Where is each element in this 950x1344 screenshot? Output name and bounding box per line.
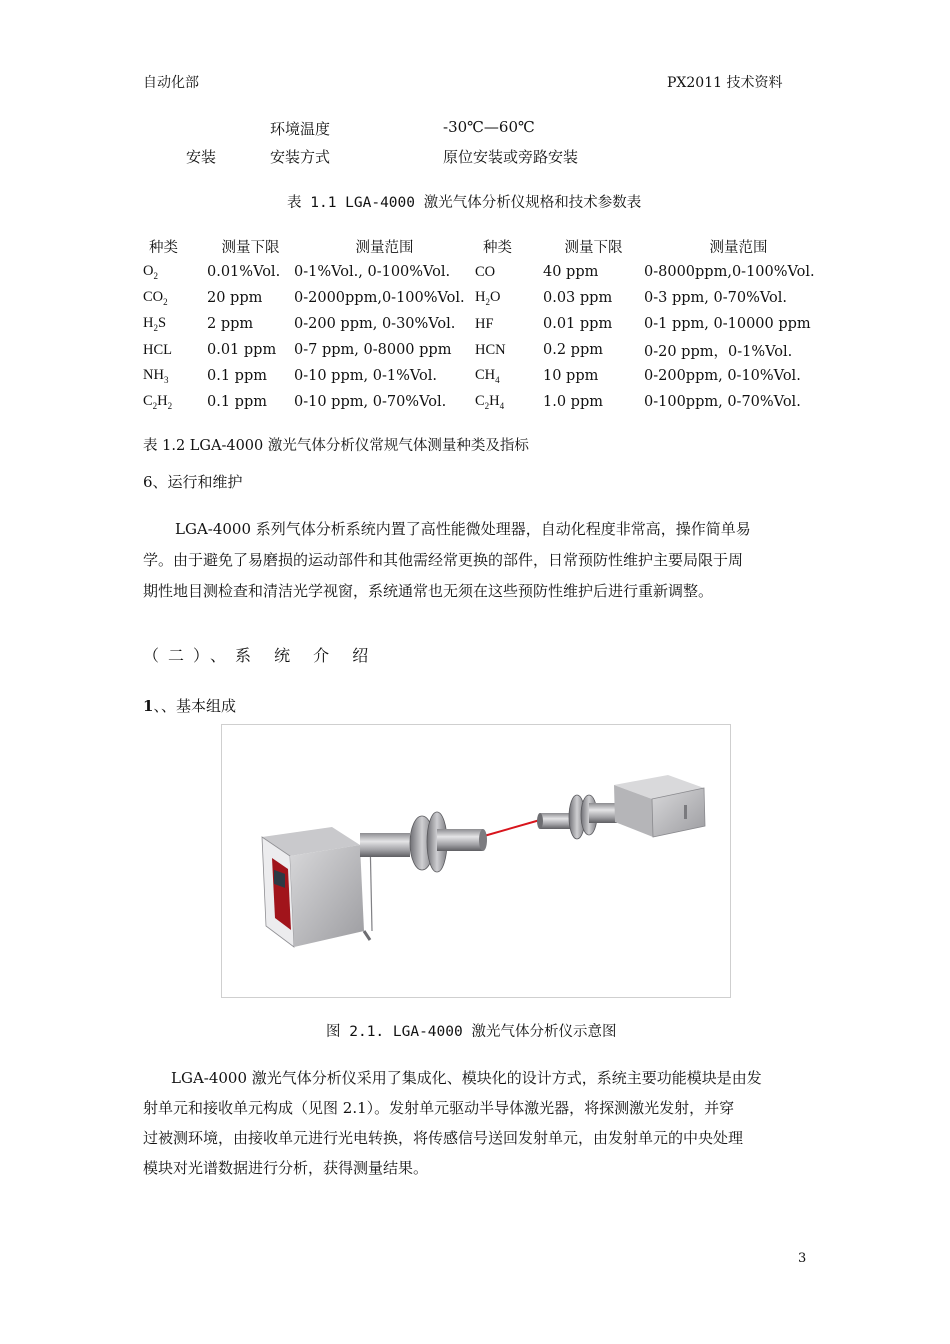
gas-formula: $O_2$ (143, 263, 158, 281)
measure-range: 0-10 ppm, 0-1%Vol. (294, 368, 437, 384)
lower-limit: 0.1 ppm (207, 368, 267, 384)
spec-value: -30℃—60℃ (443, 118, 535, 136)
table-row (143, 363, 833, 389)
lower-limit: 20 ppm (207, 290, 263, 306)
table-row (143, 311, 833, 337)
gas-formula: $H_2O$ (475, 289, 501, 307)
paragraph-line: 模块对光谱数据进行分析，获得测量结果。 (143, 1159, 429, 1177)
subsection-label: 、、基本组成 (153, 697, 236, 715)
measure-range: 0-100ppm, 0-70%Vol. (644, 394, 801, 410)
measure-range: 0-3 ppm, 0-70%Vol. (644, 290, 787, 306)
col-header: 测量范围 (355, 239, 414, 256)
gas-formula: $CH_4$ (475, 367, 500, 385)
measure-range: 0-20 ppm，0-1%Vol. (644, 343, 793, 360)
header-left: 自动化部 (143, 75, 199, 91)
table-header-row (143, 233, 833, 259)
spec-group: 安装 (186, 148, 217, 166)
measure-range: 0-200 ppm, 0-30%Vol. (294, 316, 456, 332)
col-header: 测量下限 (221, 239, 280, 256)
measure-range: 0-10 ppm, 0-70%Vol. (294, 394, 447, 410)
header-right: PX2011 技术资料 (667, 75, 783, 91)
gas-formula: $C_2H_4$ (475, 393, 505, 411)
lower-limit: 40 ppm (543, 264, 599, 280)
description-paragraph (143, 1063, 807, 1183)
col-header: 测量范围 (709, 239, 768, 256)
lower-limit: 0.01 ppm (543, 316, 613, 332)
lower-limit: 0.2 ppm (543, 342, 603, 358)
transmitter-unit (262, 827, 372, 947)
lower-limit: 0.03 ppm (543, 290, 613, 306)
figure-caption: 图 2.1. LGA-4000 激光气体分析仪示意图 (326, 1024, 617, 1040)
measure-range: 0-8000ppm,0-100%Vol. (644, 264, 815, 280)
gas-formula: $C_2H_2$ (143, 393, 173, 411)
table1-caption: 表 1.1 LGA-4000 激光气体分析仪规格和技术参数表 (287, 195, 642, 211)
paragraph-line: 学。由于避免了易磨损的运动部件和其他需经常更换的部件，日常预防性维护主要局限于周 (143, 551, 744, 569)
analyzer-figure (221, 724, 731, 998)
analyzer-illustration (222, 725, 730, 997)
gas-formula: HCL (143, 341, 172, 358)
gas-formula: $H_2S$ (143, 315, 167, 333)
measure-range: 0-1%Vol., 0-100%Vol. (294, 264, 451, 280)
paragraph-line: LGA-4000 系列气体分析系统内置了高性能微处理器，自动化程度非常高，操作简单易 (175, 520, 751, 538)
spec-value: 原位安装或旁路安装 (443, 148, 579, 166)
section6-title: 6、运行和维护 (143, 473, 243, 491)
maintenance-paragraph (143, 514, 807, 607)
gas-formula: HF (475, 315, 494, 332)
paragraph-line: 过被测环境，由接收单元进行光电转换，将传感信号送回发射单元，由发射单元的中央处理 (143, 1129, 744, 1147)
table-row (143, 337, 833, 363)
laser-beam (484, 820, 540, 836)
lower-limit: 0.01 ppm (207, 342, 277, 358)
page-number: 3 (798, 1251, 807, 1266)
subsection-title (143, 695, 236, 716)
section-heading: （二）、系 统 介 绍 (143, 646, 378, 665)
lower-limit: 2 ppm (207, 316, 254, 332)
gas-formula: CO (475, 263, 496, 280)
paragraph-line: 射单元和接收单元构成（见图 2.1）。发射单元驱动半导体激光器，将探测激光发射，并穿 (143, 1099, 735, 1117)
measure-range: 0-200ppm, 0-10%Vol. (644, 368, 801, 384)
gas-formula: HCN (475, 341, 506, 358)
table-row (143, 259, 833, 285)
table-row (143, 285, 833, 311)
spec-param: 环境温度 (270, 120, 331, 138)
col-header: 测量下限 (564, 239, 623, 256)
spec-param: 安装方式 (270, 148, 331, 166)
col-header: 种类 (483, 239, 512, 256)
transmitter-flange-pipe (360, 812, 487, 872)
table-row (143, 389, 833, 415)
col-header: 种类 (149, 239, 178, 256)
measure-range: 0-7 ppm, 0-8000 ppm (294, 342, 452, 358)
lower-limit: 0.1 ppm (207, 394, 267, 410)
receiver-unit (614, 775, 705, 837)
measure-range: 0-1 ppm, 0-10000 ppm (644, 316, 811, 332)
subsection-number: 1 (143, 697, 154, 715)
table2-caption: 表 1.2 LGA-4000 激光气体分析仪常规气体测量种类及指标 (143, 438, 529, 454)
measure-range: 0-2000ppm,0-100%Vol. (294, 290, 465, 306)
gas-formula: $NH_3$ (143, 367, 169, 385)
lower-limit: 1.0 ppm (543, 394, 603, 410)
paragraph-line: LGA-4000 激光气体分析仪采用了集成化、模块化的设计方式，系统主要功能模块是由发 (171, 1069, 762, 1087)
paragraph-line: 期性地目测检查和清洁光学视窗，系统通常也无须在这些预防性维护后进行重新调整。 (143, 582, 714, 600)
lower-limit: 10 ppm (543, 368, 599, 384)
lower-limit: 0.01%Vol. (207, 264, 281, 280)
gas-formula: $CO_2$ (143, 289, 168, 307)
gas-table (143, 233, 833, 415)
receiver-flange-pipe (537, 795, 617, 839)
